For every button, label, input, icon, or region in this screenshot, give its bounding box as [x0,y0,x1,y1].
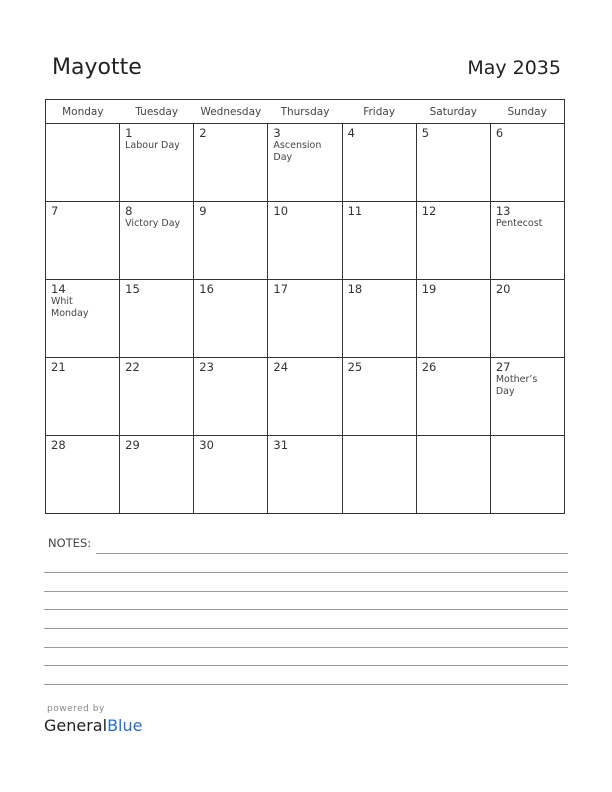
note-line [44,609,568,610]
day-cell [46,280,120,358]
day-number: 14 [51,282,66,296]
month-title: May 2035 [467,57,561,79]
holiday-label: Ascension Day [273,140,322,163]
day-cell [416,202,490,280]
day-cell [416,124,490,202]
day-cell [194,436,268,514]
day-number: 18 [347,282,363,296]
day-number: 3 [273,126,281,140]
notes-label: NOTES: [48,536,92,550]
day-cell [490,202,564,280]
day-number: 5 [421,126,430,140]
day-number: 22 [125,360,140,374]
day-number: 21 [51,360,66,374]
weekday-header-row [46,100,565,124]
weekday-wednesday: Wednesday [194,100,268,124]
day-number: 9 [199,204,207,218]
day-number: 4 [347,126,355,140]
week-row [46,436,565,514]
day-number: 30 [199,438,214,452]
day-number: 7 [51,204,59,218]
day-cell [46,358,120,436]
day-number: 11 [347,204,363,218]
day-cell [490,436,564,514]
day-cell [342,358,416,436]
day-cell [120,124,194,202]
day-cell [416,436,490,514]
day-number: 26 [421,360,437,374]
week-row [46,124,565,202]
day-cell [268,124,342,202]
week-row [46,358,565,436]
weekday-sunday: Sunday [490,100,564,124]
day-number: 15 [125,282,140,296]
note-line [96,553,568,554]
day-cell [120,436,194,514]
weekday-tuesday: Tuesday [120,100,194,124]
day-number: 24 [273,360,289,374]
note-line [44,665,568,666]
day-cell [342,280,416,358]
note-line [44,591,568,592]
holiday-label: Victory Day [125,218,181,229]
brand-blue: Blue [107,716,143,735]
day-cell [416,280,490,358]
weekday-thursday: Thursday [268,100,342,124]
note-line [44,647,568,648]
note-line [44,572,568,573]
day-number: 31 [273,438,289,452]
day-cell [194,280,268,358]
day-cell [268,202,342,280]
holiday-label: Labour Day [125,140,180,151]
day-number: 2 [199,126,207,140]
week-row [46,280,565,358]
calendar-grid [45,99,565,514]
day-cell [194,358,268,436]
day-number: 17 [273,282,289,296]
day-cell [46,124,120,202]
note-line [44,684,568,685]
day-number: 19 [421,282,437,296]
week-row [46,202,565,280]
day-number: 29 [125,438,140,452]
holiday-label: Mother’s Day [495,374,538,397]
day-number: 10 [273,204,289,218]
day-cell [120,358,194,436]
day-number: 13 [495,204,511,218]
holiday-label: Whit Monday [51,296,89,319]
day-cell [46,202,120,280]
day-number: 25 [347,360,363,374]
day-number: 8 [125,204,133,218]
day-cell [342,124,416,202]
day-cell [416,358,490,436]
day-cell [120,202,194,280]
generalblue-logo[interactable] [44,716,142,735]
day-number: 1 [125,126,133,140]
day-cell [268,280,342,358]
day-cell [490,358,564,436]
day-number: 28 [51,438,66,452]
day-number: 23 [199,360,214,374]
day-cell [342,202,416,280]
weekday-monday: Monday [46,100,120,124]
weekday-friday: Friday [342,100,416,124]
day-number: 27 [495,360,511,374]
day-cell [268,436,342,514]
day-cell [490,124,564,202]
day-number: 16 [199,282,214,296]
day-number: 20 [495,282,511,296]
note-line [44,628,568,629]
day-cell [194,124,268,202]
day-cell [120,280,194,358]
day-number: 6 [495,126,504,140]
holiday-label: Pentecost [495,218,543,229]
day-number: 12 [421,204,437,218]
brand-general: General [44,716,108,735]
day-cell [342,436,416,514]
day-cell [490,280,564,358]
day-cell [46,436,120,514]
powered-by-text: powered by [47,704,105,714]
country-title: Mayotte [52,55,142,80]
day-cell [268,358,342,436]
day-cell [194,202,268,280]
weekday-saturday: Saturday [416,100,490,124]
